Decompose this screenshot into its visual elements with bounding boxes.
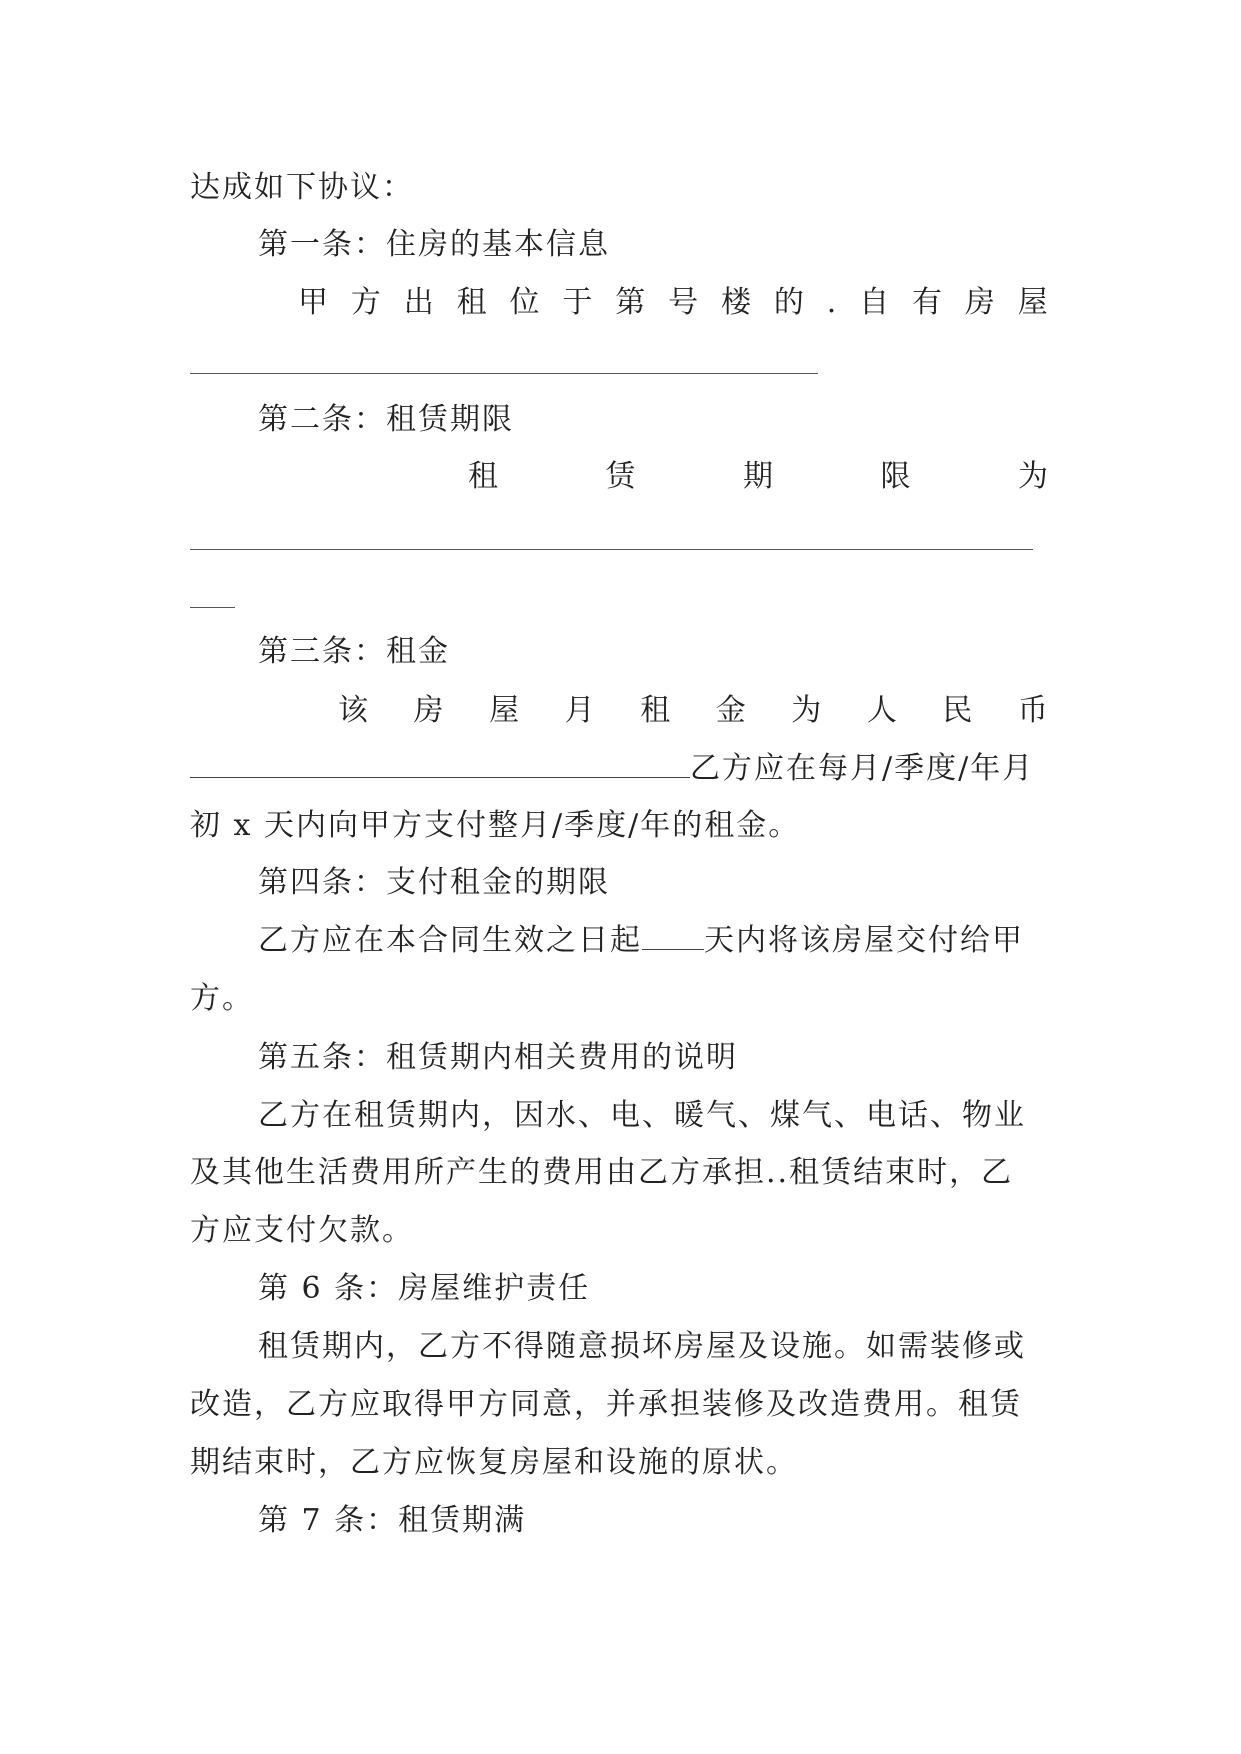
body-char: 租 <box>456 285 489 320</box>
article-6-body-line-2: 改造，乙方应取得甲方同意，并承担装修及改造费用。租赁 <box>190 1387 1022 1422</box>
body-char: 于 <box>562 285 595 320</box>
body-char: 月 <box>564 693 597 728</box>
article-3-body-line-3: 初 x 天内向甲方支付整月/季度/年的租金。 <box>190 808 801 843</box>
article-4-body-line-2: 方。 <box>190 981 254 1016</box>
article-5-body-line-3: 方应支付欠款。 <box>190 1213 414 1248</box>
body-char: 民 <box>942 693 975 728</box>
body-char: 金 <box>715 693 748 728</box>
article-2-heading: 第二条：租赁期限 <box>258 402 514 437</box>
fill-blank-line <box>190 549 1033 550</box>
body-char: 租 <box>640 693 673 728</box>
body-char: 号 <box>668 285 701 320</box>
article-3-body-line-2 <box>190 749 1034 789</box>
body-char: 有 <box>912 285 945 320</box>
body-char: 币 <box>1017 693 1050 728</box>
article-5-body-line-2: 及其他生活费用所产生的费用由乙方承担..租赁结束时，乙 <box>190 1155 1014 1190</box>
body-char: 自 <box>859 285 892 320</box>
article-2-body-line <box>468 457 1050 497</box>
article-6-body-line: 租赁期内，乙方不得随意损坏房屋及设施。如需装修或 <box>258 1329 1026 1364</box>
article-5-body-line: 乙方在租赁期内，因水、电、暖气、煤气、电话、物业 <box>258 1098 1026 1133</box>
article-4-heading: 第四条：支付租金的期限 <box>258 865 610 900</box>
body-char: 出 <box>403 285 436 320</box>
body-char: 方 <box>350 285 383 320</box>
article-3-body-line <box>338 691 1050 731</box>
body-char: 赁 <box>605 459 638 494</box>
fill-blank-line <box>642 921 704 950</box>
body-char: 屋 <box>1017 285 1050 320</box>
body-char: 屋 <box>489 693 522 728</box>
body-char: 楼 <box>721 285 753 320</box>
article-6-heading: 第 6 条：房屋维护责任 <box>258 1271 591 1306</box>
body-char: 房 <box>964 285 997 320</box>
body-char: 租 <box>468 459 500 494</box>
fill-blank-line <box>190 749 690 778</box>
article-7-heading: 第 7 条：租赁期满 <box>258 1503 527 1538</box>
article-4-text-post: 天内将该房屋交付给甲 <box>704 923 1024 958</box>
article-3-heading: 第三条：租金 <box>258 634 450 669</box>
body-char: . <box>826 285 839 320</box>
body-char: 第 <box>615 285 648 320</box>
body-char: 甲 <box>298 285 330 320</box>
fill-blank-line <box>190 607 235 608</box>
article-1-heading: 第一条：住房的基本信息 <box>258 227 610 262</box>
body-char: 该 <box>338 693 370 728</box>
article-3-payment-text: 乙方应在每月/季度/年月 <box>690 751 1035 786</box>
body-char: 限 <box>880 459 913 494</box>
body-char: 为 <box>1018 459 1050 494</box>
article-1-body-line <box>298 283 1050 323</box>
body-char: 为 <box>791 693 824 728</box>
article-6-body-line-3: 期结束时，乙方应恢复房屋和设施的原状。 <box>190 1445 798 1480</box>
body-char: 位 <box>509 285 542 320</box>
article-4-text-pre: 乙方应在本合同生效之日起 <box>258 923 642 958</box>
intro-text: 达成如下协议： <box>190 170 414 205</box>
body-char: 房 <box>413 693 446 728</box>
article-5-heading: 第五条：租赁期内相关费用的说明 <box>258 1040 738 1075</box>
body-char: 人 <box>866 693 899 728</box>
article-4-body-line <box>258 921 1024 961</box>
body-char: 期 <box>743 459 775 494</box>
fill-blank-line <box>190 373 818 374</box>
body-char: 的 <box>773 285 806 320</box>
